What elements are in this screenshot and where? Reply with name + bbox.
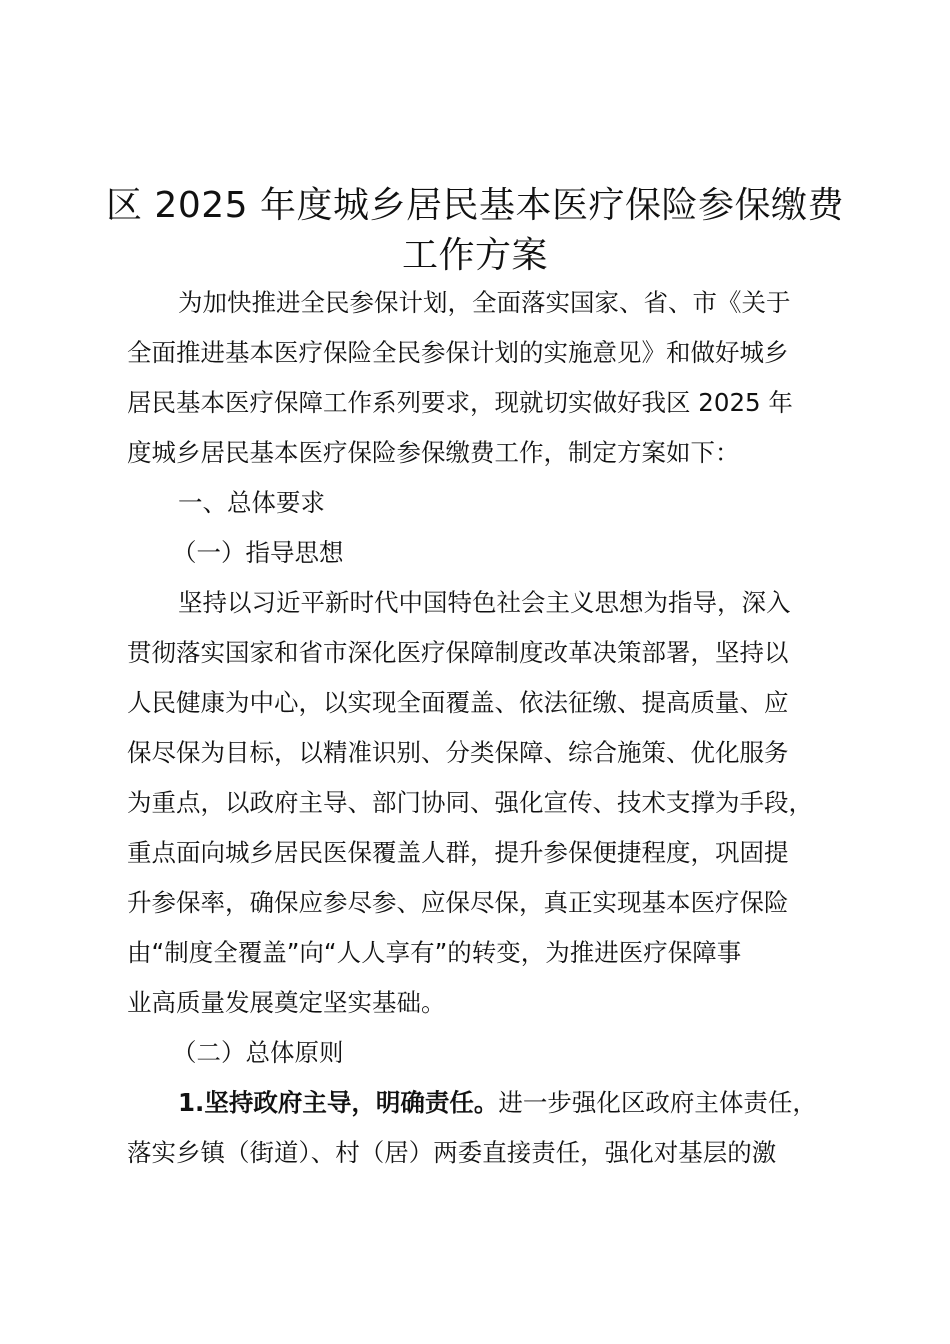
guiding-line-1: 坚持以习近平新时代中国特色社会主义思想为指导，深入 (178, 588, 791, 617)
principle-1-bold-lead: 1.坚持政府主导，明确责任。 (178, 1088, 499, 1117)
intro-line-1: 为加快推进全民参保计划，全面落实国家、省、市《关于 (178, 288, 791, 317)
document-title-line-2: 工作方案 (401, 235, 548, 276)
principle-1-line-2: 落实乡镇（街道）、村（居）两委直接责任，强化对基层的激 (127, 1138, 777, 1167)
intro-line-4: 度城乡居民基本医疗保险参保缴费工作，制定方案如下： (127, 438, 740, 467)
section-heading-overall-requirements: 一、总体要求 (178, 488, 325, 517)
document-title-line-1: 区 2025 年度城乡居民基本医疗保险参保缴费 (105, 185, 844, 226)
principle-1-text: 进一步强化区政府主体责任， (498, 1088, 817, 1117)
intro-line-2: 全面推进基本医疗保险全民参保计划的实施意见》和做好城乡 (127, 338, 789, 367)
guiding-line-2: 贯彻落实国家和省市深化医疗保障制度改革决策部署，坚持以 (127, 638, 789, 667)
guiding-line-3: 人民健康为中心，以实现全面覆盖、依法征缴、提高质量、应 (127, 688, 789, 717)
guiding-line-8: 由“制度全覆盖”向“人人享有”的转变，为推进医疗保障事 (127, 938, 742, 967)
guiding-line-9: 业高质量发展奠定坚实基础。 (127, 988, 446, 1017)
guiding-line-7: 升参保率，确保应参尽参、应保尽保，真正实现基本医疗保险 (127, 888, 789, 917)
guiding-line-5: 为重点，以政府主导、部门协同、强化宣传、技术支撑为手段， (127, 788, 813, 817)
guiding-line-6: 重点面向城乡居民医保覆盖人群，提升参保便捷程度，巩固提 (127, 838, 789, 867)
intro-line-3: 居民基本医疗保障工作系列要求，现就切实做好我区 2025 年 (127, 388, 793, 417)
subsection-heading-overall-principles: （二）总体原则 (172, 1038, 344, 1067)
guiding-line-4: 保尽保为目标，以精准识别、分类保障、综合施策、优化服务 (127, 738, 789, 767)
principle-1-line-1 (178, 1088, 817, 1118)
subsection-heading-guiding-ideology: （一）指导思想 (172, 538, 344, 567)
